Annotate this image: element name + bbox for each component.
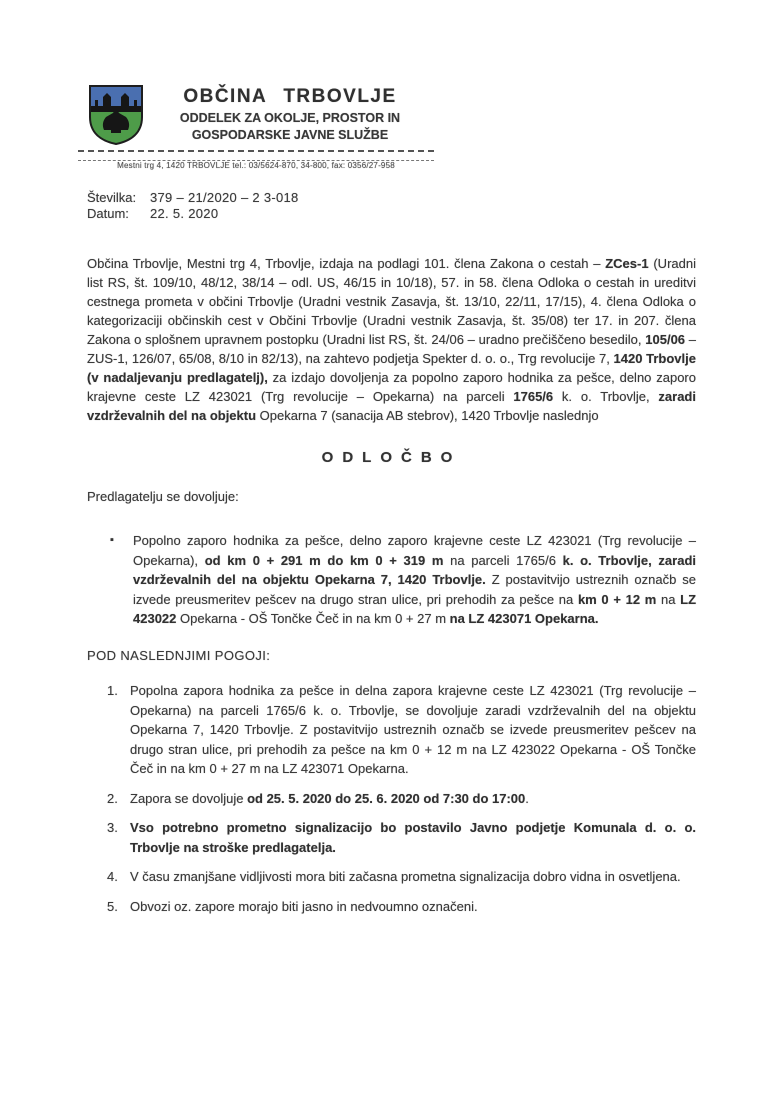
permission-bullet-item [87, 531, 696, 629]
condition-text: V času zmanjšane vidljivosti mora biti začasna prometna signalizacija dobro vidna in osvetljena. [130, 869, 681, 884]
document-meta [87, 190, 299, 222]
condition-number: 1. [107, 683, 118, 698]
condition-item-1 [107, 681, 696, 779]
permission-bullet-text: Popolno zaporo hodnika za pešce, delno zaporo krajevne ceste LZ 423021 (Trg revolucije – Opekarna), od km 0 + 291 m do km 0 + 319 m na parceli 1765/6 k. o. Trbovlje, zaradi vzdrževalnih del na objektu Opekarna 7, 1420 Trbovlje. Z postavitvijo ustreznih označb se izvede preusmeritev pešcev na drugo stran ulice, pri prehodih za pešce na km 0 + 12 m na LZ 423022 Opekarna - OŠ Tončke Čeč in na km 0 + 27 m na LZ 423071 Opekarna. [133, 533, 697, 626]
condition-item-2 [107, 789, 696, 809]
intro-paragraph: Občina Trbovlje, Mestni trg 4, Trbovlje, izdaja na podlagi 101. člena Zakona o cestah – ZCes-1 (Uradni list RS, št. 109/10, 48/12, 38/14 – odl. US, 46/15 in 10/18), 57. in 58. člena Odloka o cestah in ureditvi cestnega prometa v občini Trbovlje (Uradni vestnik Zasavja, št. 13/10, 22/11, 17/15), 4. člena Odloka o kategorizaciji občinskih cest v Občini Trbovlje (Uradni vestnik Zasavja, št. 35/08) ter 17. in 207. člena Zakona o splošnem upravnem postopku (Uradni list RS, št. 24/06 – uradno prečiščeno besedilo, 105/06 – ZUS-1, 126/07, 65/08, 8/10 in 82/13), na zahtevo podjetja Spekter d. o. o., Trg revolucije 7, 1420 Trbovlje (v nadaljevanju predlagatelj), za izdajo dovoljenja za popolno zaporo hodnika za pešce, delno zaporo krajevne ceste LZ 423021 (Trg revolucije – Opekarna) na parceli 1765/6 k. o. Trbovlje, zaradi vzdrževalnih del na objektu Opekarna 7 (sanacija AB stebrov), 1420 Trbovlje naslednjo [87, 256, 697, 423]
condition-number: 3. [107, 820, 118, 835]
condition-number: 5. [107, 898, 118, 914]
condition-text: Vso potrebno prometno signalizacijo bo postavilo Javno podjetje Komunala d. o. o. Trbovlje na stroške predlagatelja. [130, 820, 696, 855]
department-line-2: GOSPODARSKE JAVNE SLUŽBE [191, 128, 389, 142]
condition-number: 4. [107, 869, 118, 884]
department-line-1: ODDELEK ZA OKOLJE, PROSTOR IN [179, 111, 401, 125]
condition-text: Obvozi oz. zapore morajo biti jasno in nedvoumno označeni. [130, 898, 478, 914]
document-number-row [87, 190, 299, 206]
letterhead-top [78, 84, 434, 146]
letterhead-titles [146, 84, 434, 142]
condition-item-4 [107, 867, 696, 887]
document-date-value: 22. 5. 2020 [150, 206, 219, 221]
square-bullet-icon: ▪ [110, 534, 114, 546]
decision-title: ODLOČBO [321, 449, 462, 466]
condition-item-3 [107, 818, 696, 857]
letterhead-divider [78, 150, 434, 152]
letterhead [78, 84, 434, 170]
municipality-coat-of-arms-icon [86, 84, 146, 146]
document-number-label: Številka: [87, 190, 137, 205]
document-date-label: Datum: [87, 206, 129, 221]
letterhead-address-row [78, 155, 434, 170]
condition-item-5 [107, 897, 696, 917]
organization-name: OBČINA TRBOVLJE [183, 86, 397, 107]
condition-text: Popolna zapora hodnika za pešce in delna zapora krajevne ceste LZ 423021 (Trg revolucije – Opekarna) na parceli 1765/6 k. o. Trbovlje, se dovoljuje zaradi vzdrževalnih del na objektu Opekarna 7, 1420 Trbovlje. Z postavitvijo ustreznih označb se izvede preusmeritev pešcev na drugo stran ulice, pri prehodih za pešce na km 0 + 12 m na LZ 423022 Opekarna - OŠ Tončke Čeč in na km 0 + 27 m na LZ 423071 Opekarna. [130, 683, 696, 776]
grant-intro: Predlagatelju se dovoljuje: [87, 489, 239, 504]
letterhead-address: Mestni trg 4, 1420 TRBOVLJE tel.: 03/5624-870, 34-800, fax: 0356/27-958 [112, 161, 400, 170]
condition-number: 2. [107, 790, 118, 806]
condition-text: Zapora se dovoljuje od 25. 5. 2020 do 25. 6. 2020 od 7:30 do 17:00. [130, 790, 529, 806]
conditions-heading: POD NASLEDNJIMI POGOJI: [87, 648, 271, 663]
conditions-list [107, 681, 696, 926]
document-number-value: 379 – 21/2020 – 2 3-018 [150, 190, 299, 205]
document-date-row [87, 206, 299, 222]
